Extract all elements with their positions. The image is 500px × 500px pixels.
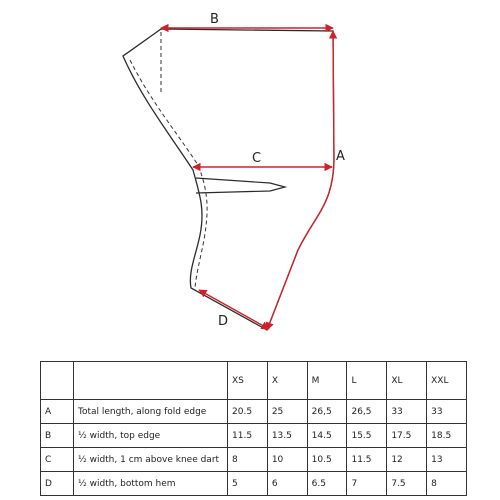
header-blank: [74, 362, 228, 400]
cell-value: 33: [427, 400, 467, 424]
measure-d-line: [199, 290, 269, 329]
cell-value: 7: [347, 472, 387, 496]
cell-value: 8: [228, 448, 268, 472]
cell-value: 10.5: [307, 448, 347, 472]
row-id: B: [41, 424, 74, 448]
cell-value: 11.5: [347, 448, 387, 472]
label-b: B: [210, 12, 219, 27]
label-a: A: [336, 149, 345, 164]
cell-value: 6.5: [307, 472, 347, 496]
cell-value: 25: [267, 400, 307, 424]
pattern-outline: [123, 29, 334, 330]
label-d: D: [218, 314, 229, 329]
cell-value: 13: [427, 448, 467, 472]
row-id: C: [41, 448, 74, 472]
table-row: [41, 448, 467, 472]
cell-value: 33: [387, 400, 427, 424]
cell-value: 17.5: [387, 424, 427, 448]
row-label: ½ width, top edge: [74, 424, 228, 448]
cell-value: 12: [387, 448, 427, 472]
cell-value: 6: [267, 472, 307, 496]
cell-value: 5: [228, 472, 268, 496]
row-label: ½ width, 1 cm above knee dart: [74, 448, 228, 472]
size-header: XXL: [427, 362, 467, 400]
knee-dart: [196, 178, 285, 193]
cell-value: 26,5: [347, 400, 387, 424]
cell-value: 15.5: [347, 424, 387, 448]
table-row: [41, 400, 467, 424]
size-header: XL: [387, 362, 427, 400]
cell-value: 7.5: [387, 472, 427, 496]
table-row: [41, 472, 467, 496]
measure-a-line: [267, 31, 334, 330]
row-id: D: [41, 472, 74, 496]
row-label: ½ width, bottom hem: [74, 472, 228, 496]
cell-value: 26,5: [307, 400, 347, 424]
label-c: C: [252, 151, 262, 166]
size-header: L: [347, 362, 387, 400]
size-header: M: [307, 362, 347, 400]
table-header-row: [41, 362, 467, 400]
cell-value: 18.5: [427, 424, 467, 448]
size-header: X: [267, 362, 307, 400]
size-table: [40, 361, 467, 496]
cell-value: 13.5: [267, 424, 307, 448]
row-id: A: [41, 400, 74, 424]
table-row: [41, 424, 467, 448]
row-label: Total length, along fold edge: [74, 400, 228, 424]
size-header: XS: [228, 362, 268, 400]
header-blank: [41, 362, 74, 400]
cell-value: 11.5: [228, 424, 268, 448]
cell-value: 20.5: [228, 400, 268, 424]
cell-value: 10: [267, 448, 307, 472]
cell-value: 14.5: [307, 424, 347, 448]
cell-value: 8: [427, 472, 467, 496]
